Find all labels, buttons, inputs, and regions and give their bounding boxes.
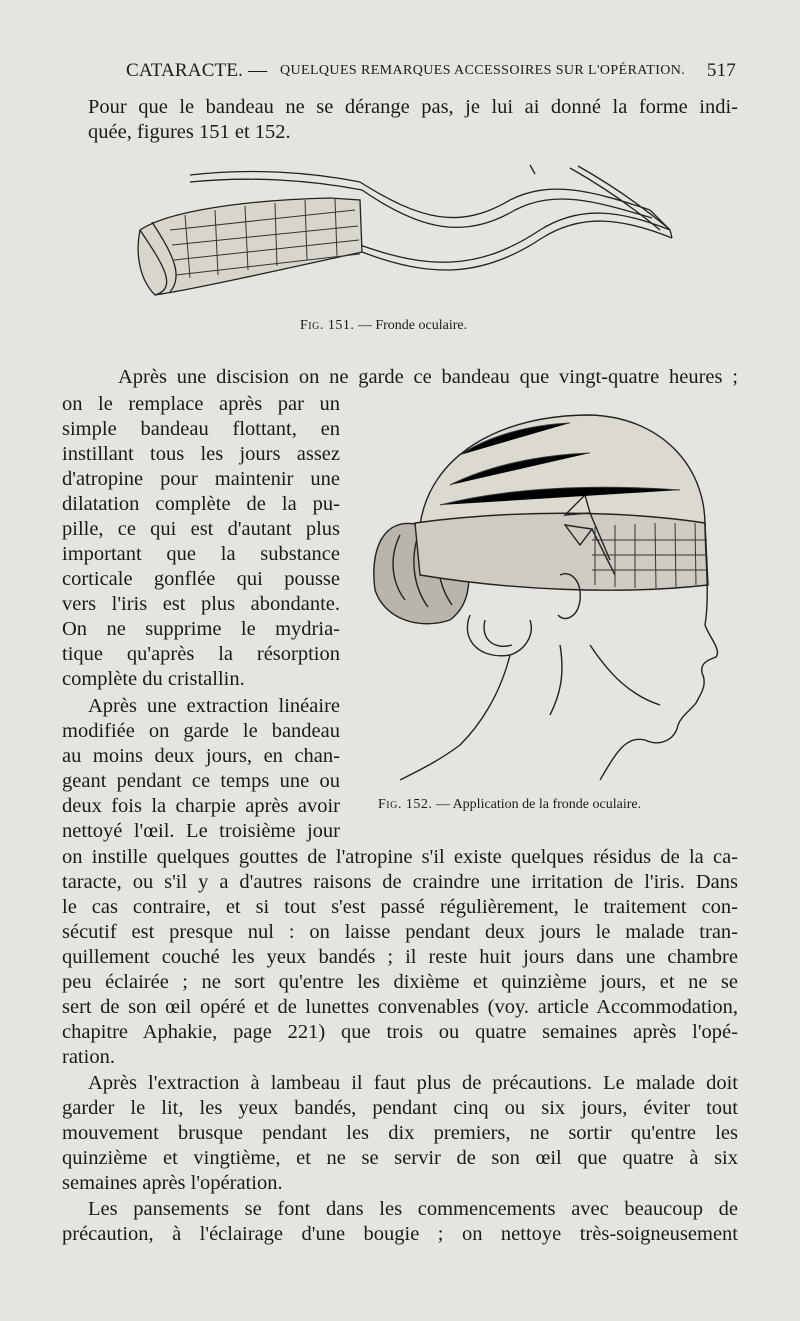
- text-line: corticale gonflée qui pousse: [62, 568, 340, 590]
- text-line: d'atropine pour maintenir une: [62, 468, 340, 490]
- figure-151-label: Fig. 151.: [300, 318, 355, 333]
- text-line: le cas contraire, et si tout s'est passé régulièrement, le traitement con-: [62, 896, 738, 918]
- text-line: instillant tous les jours assez: [62, 443, 340, 465]
- text-line: on le remplace après par un: [62, 393, 340, 415]
- fronde-oculaire-illustration: [130, 160, 690, 310]
- text-line: Après l'extraction à lambeau il faut plus de précautions. Le malade doit: [88, 1072, 738, 1094]
- text-line: Après une extraction linéaire: [88, 695, 340, 717]
- text-line: précaution, à l'éclairage d'une bougie ; on nettoye très-soigneusement: [62, 1223, 738, 1245]
- text-line: taracte, ou s'il y a d'autres raisons de craindre une irritation de l'iris. Dans: [62, 871, 738, 893]
- header-title: CATARACTE. —: [126, 60, 268, 81]
- text-line: dilatation complète de la pu-: [62, 493, 340, 515]
- text-line: ration.: [62, 1046, 115, 1068]
- text-line: on instille quelques gouttes de l'atropine s'il existe quelques résidus de la ca-: [62, 846, 738, 868]
- text-line: au moins deux jours, en chan-: [62, 745, 340, 767]
- running-header: [90, 58, 740, 88]
- page-number: 517: [706, 60, 736, 81]
- text-line: complète du cristallin.: [62, 668, 245, 690]
- text-line: sécutif est presque nul : on laisse pendant deux jours le malade tran-: [62, 921, 738, 943]
- text-line: quinzième et vingtième, et ne se servir de son œil que quatre à six: [62, 1147, 738, 1169]
- text-line: pille, ce qui est d'autant plus: [62, 518, 340, 540]
- text-line: geant pendant ce temps une ou: [62, 770, 340, 792]
- text-line: quillement couché les yeux bandés ; il reste huit jours dans une chambre: [62, 946, 738, 968]
- figure-151-text: — Fronde oculaire.: [354, 318, 468, 333]
- header-subtitle: QUELQUES REMARQUES ACCESSOIRES SUR L'OPÉRATION.: [280, 63, 686, 78]
- text-line: peu éclairée ; ne sort qu'entre les dixième et quinzième jours, et ne se: [62, 971, 738, 993]
- text-line: On ne supprime le mydria-: [62, 618, 340, 640]
- text-line: modifiée on garde le bandeau: [62, 720, 340, 742]
- text-line: semaines après l'opération.: [62, 1172, 283, 1194]
- text-line: garder le lit, les yeux bandés, pendant cinq ou six jours, éviter tout: [62, 1097, 738, 1119]
- text-line: deux fois la charpie après avoir: [62, 795, 340, 817]
- text-line: nettoyé l'œil. Le troisième jour: [62, 820, 340, 842]
- text-line: mouvement brusque pendant les dix premiers, ne sortir qu'entre les: [62, 1122, 738, 1144]
- figure-152-label: Fig. 152.: [378, 797, 433, 812]
- text-line: vers l'iris est plus abondante.: [62, 593, 340, 615]
- text-line: simple bandeau flottant, en: [62, 418, 340, 440]
- text-line: Après une discision on ne garde ce bandeau que vingt-quatre heures ;: [118, 366, 738, 388]
- head-with-bandage-illustration: [360, 395, 730, 790]
- text-line: Pour que le bandeau ne se dérange pas, je lui ai donné la forme indi-: [88, 96, 738, 118]
- text-line: important que la substance: [62, 543, 340, 565]
- figure-151-caption: [300, 318, 467, 334]
- text-line: sert de son œil opéré et de lunettes convenables (voy. article Accommodation,: [62, 996, 738, 1018]
- text-line: quée, figures 151 et 152.: [88, 121, 291, 143]
- figure-152-caption: [378, 797, 641, 813]
- figure-152-text: — Application de la fronde oculaire.: [432, 797, 642, 812]
- text-line: Les pansements se font dans les commencements avec beaucoup de: [88, 1198, 738, 1220]
- text-line: tique qu'après la résorption: [62, 643, 340, 665]
- text-line: chapitre Aphakie, page 221) que trois ou quatre semaines après l'opé-: [62, 1021, 738, 1043]
